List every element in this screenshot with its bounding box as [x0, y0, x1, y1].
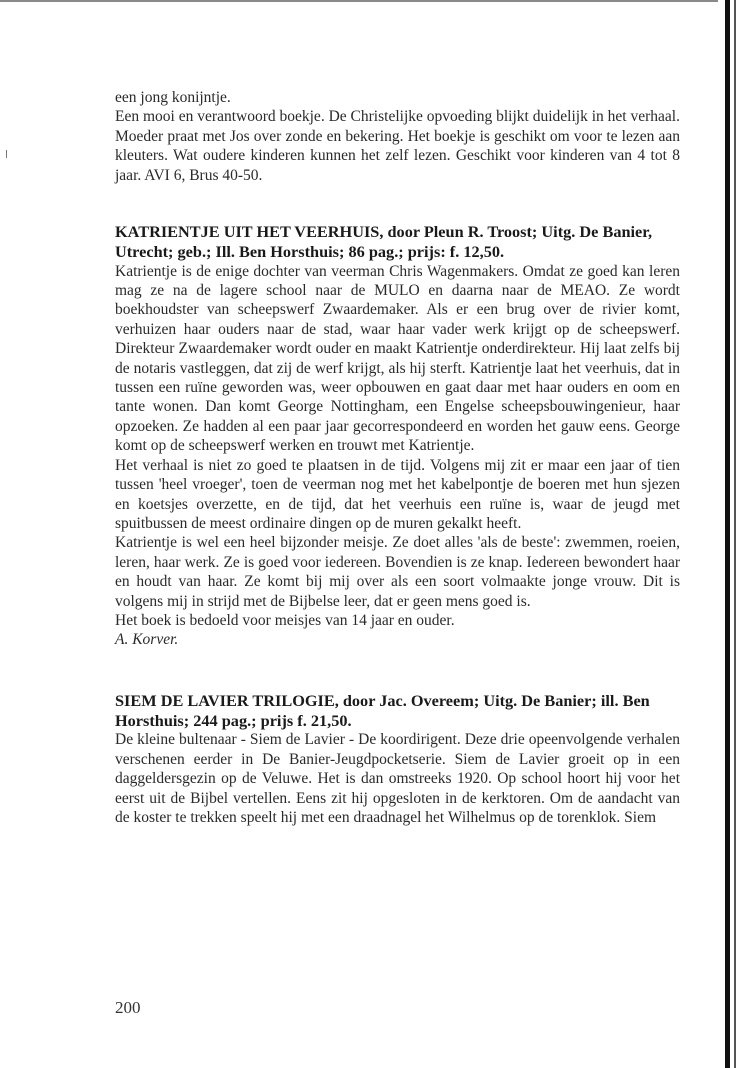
review-paragraph: Het boek is bedoeld voor meisjes van 14 jaar en ouder. [115, 611, 455, 629]
intro-continuation [115, 88, 680, 185]
review-siem-de-lavier [115, 691, 680, 828]
review-paragraph: De kleine bultenaar - Siem de Lavier - De koordirigent. Deze drie opeenvolgende verhalen verschenen eerder in De Banier-Jeugdpocketserie. Siem de Lavier groeit op in een daggeldersgezin op de Veluwe. Het is dan omstreeks 1920. Op school hoort hij voor het eerst uit de Bijbel vertellen. Eens zit hij opgesloten in de kerktoren. Om de aandacht van de koster te trekken speelt hij met een draadnagel het Wilhelmus op de torenklok. Siem [115, 731, 680, 826]
top-edge-rule [0, 0, 718, 2]
review-paragraph: Katrientje is wel een heel bijzonder meisje. Ze doet alles 'als de beste': zwemmen, roeien, leren, haar werk. Ze is goed voor iedereen. Bovendien is ze knap. Iedereen bewondert haar en houdt van haar. Ze komt bij mij over als een soort volmaakte jonge vrouw. Dit is volgens mij in strijd met de Bijbelse leer, dat er geen mens goed is. [115, 534, 680, 610]
left-edge-mark [6, 150, 7, 158]
reviewer-signature: A. Korver. [115, 631, 179, 649]
review-paragraph: Katrientje is de enige dochter van veerman Chris Wagenmakers. Omdat ze goed kan leren mag ze na de lagere school naar de MULO en daarna naar de MEAO. Ze wordt boekhoudster van scheepswerf Zwaardemaker. Als er een brug over de rivier komt, verhuizen haar ouders naar de stad, waar haar vader werk krijgt op de scheepswerf. Direkteur Zwaardemaker wordt ouder en maakt Katrientje onderdirekteur. Hij laat zelfs bij de notaris vastleggen, dat zij de werf krijgt, als hij sterft. Katrientje laat het veerhuis, dat in tussen een ruïne geworden was, weer opbouwen en gaat daar met haar ouders en oom en tante wonen. Dan komt George Nottingham, een Engelse scheepsbouwingenieur, haar opzoeken. Ze hadden al een paar jaar gecorrespondeerd en worden het gauw eens. George komt op de scheepswerf werken en trouwt met Katrientje. [115, 262, 680, 455]
review-paragraph: Het verhaal is niet zo goed te plaatsen in de tijd. Volgens mij zit er maar een jaar of tien tussen 'heel vroeger', toen de veerman nog met het kabelpontje de boeren met hun sjezen en koetsjes overzette, en de tijd, dat het veerhuis een ruïne is, waar de jeugd met spuitbussen de meest ordinaire dingen op de muren gekalkt heeft. [115, 456, 680, 532]
review-heading: SIEM DE LAVIER TRILOGIE, door Jac. Overeem; Uitg. De Banier; ill. Ben Horsthuis; 244 pag.; prijs f. 21,50. [115, 690, 650, 730]
page-number: 200 [115, 998, 141, 1017]
page-body [115, 88, 680, 827]
page-binding-edge [725, 0, 730, 1068]
intro-paragraph: een jong konijntje. [115, 89, 231, 106]
review-heading: KATRIENTJE UIT HET VEERHUIS, door Pleun R. Troost; Uitg. De Banier, Utrecht; geb.; Ill. Ben Horsthuis; 86 pag.; prijs: f. 12,50. [115, 222, 653, 261]
page-binding-edge-thin [734, 0, 736, 1068]
intro-paragraph: Een mooi en verantwoord boekje. De Christelijke opvoeding blijkt duidelijk in het verhaal. Moeder praat met Jos over zonde en bekering. Het boekje is geschikt om voor te lezen aan kleuters. Wat oudere kinderen kunnen het zelf lezen. Geschikt voor kinderen van 4 tot 8 jaar. AVI 6, Brus 40-50. [115, 108, 680, 184]
review-katrientje [115, 222, 680, 650]
